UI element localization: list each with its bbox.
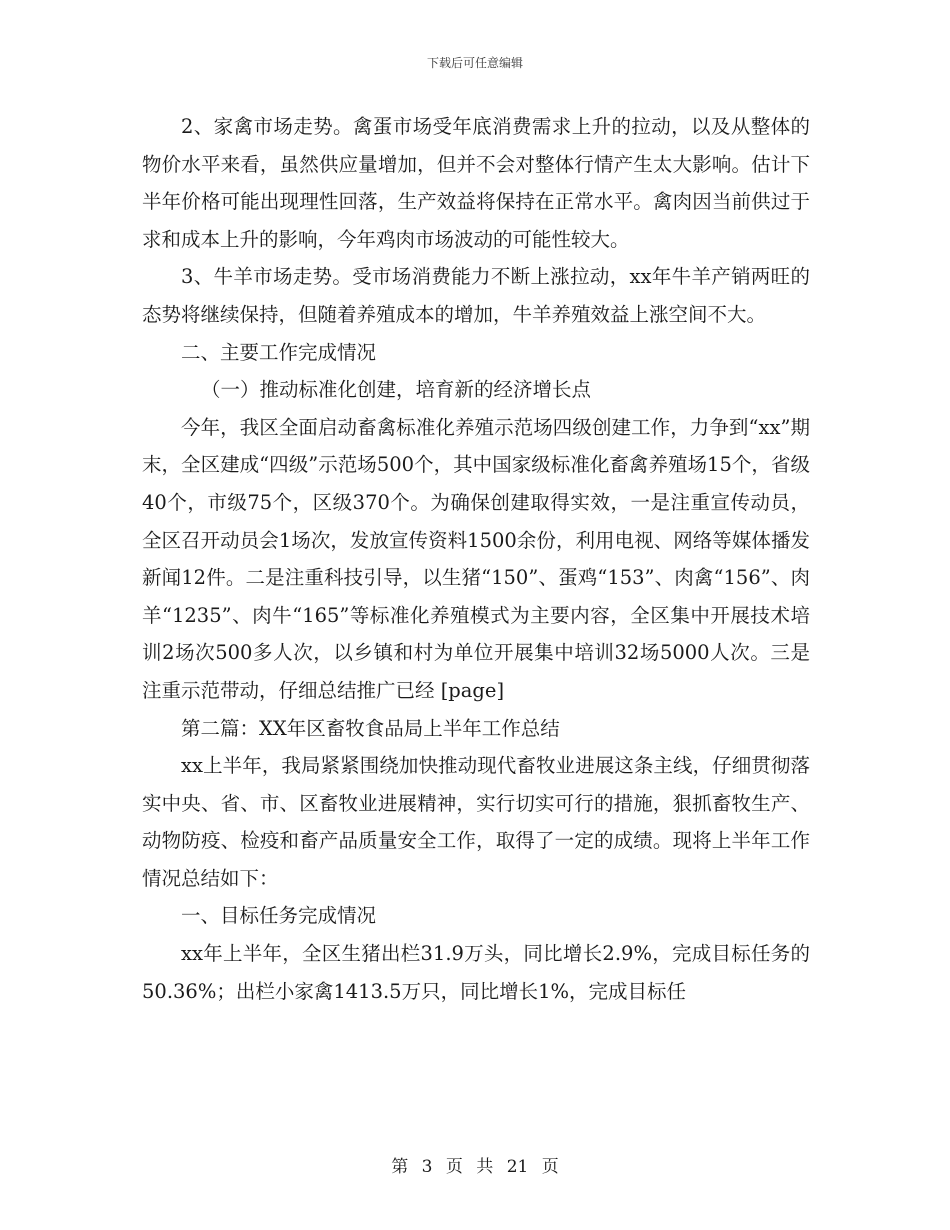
chapter-title-second: 第二篇：XX年区畜牧食品局上半年工作总结: [181, 716, 560, 740]
section-heading-targets: 一、目标任务完成情况: [181, 904, 377, 928]
document-body: [142, 108, 810, 1010]
paragraph-half-year-summary: xx上半年，我局紧紧围绕加快推动现代畜牧业进展这条主线，仔细贯彻落实中央、省、市、区畜牧业进展精神，实行切实可行的措施，狠抓畜牧生产、动物防疫、检疫和畜产品质量安全工作，取得了一定的成绩。现将上半年工作情况总结如下：: [142, 754, 810, 890]
section-heading-main-work: 二、主要工作完成情况: [181, 340, 377, 364]
paragraph-standardization: 今年，我区全面启动畜禽标准化养殖示范场四级创建工作，力争到“xx”期末，全区建成“四级”示范场500个，其中国家级标准化畜禽养殖场15个，省级40个，市级75个，区级370个。为确保创建取得实效，一是注重宣传动员，全区召开动员会1场次，发放宣传资料1500余份，利用电视、网络等媒体播发新闻12件。二是注重科技引导，以生猪“150”、蛋鸡“153”、肉禽“156”、肉羊“1235”、肉牛“165”等标准化养殖模式为主要内容，全区集中开展技术培训2场次500多人次，以乡镇和村为单位开展集中培训32场5000人次。三是注重示范带动，仔细总结推广已经 [page]: [142, 415, 810, 702]
page-header: 下载后可任意编辑: [426, 56, 523, 70]
paragraph-cattle-sheep-market: 3、牛羊市场走势。受市场消费能力不断上涨拉动，xx年牛羊产销两旺的态势将继续保持，但随着养殖成本的增加，牛羊养殖效益上涨空间不大。: [142, 265, 810, 326]
page-footer: 第 3 页 共 21 页: [391, 1157, 559, 1177]
paragraph-poultry-market: 2、家禽市场走势。禽蛋市场受年底消费需求上升的拉动，以及从整体的物价水平来看，虽然供应量增加，但并不会对整体行情产生太大影响。估计下半年价格可能出现理性回落，生产效益将保持在正常水平。禽肉因当前供过于求和成本上升的影响，今年鸡肉市场波动的可能性较大。: [142, 115, 810, 251]
paragraph-targets: xx年上半年，全区生猪出栏31.9万头，同比增长2.9%，完成目标任务的50.36%；出栏小家禽1413.5万只，同比增长1%，完成目标任: [142, 942, 810, 1003]
subsection-heading-standardization: （一）推动标准化创建，培育新的经济增长点: [201, 378, 592, 402]
